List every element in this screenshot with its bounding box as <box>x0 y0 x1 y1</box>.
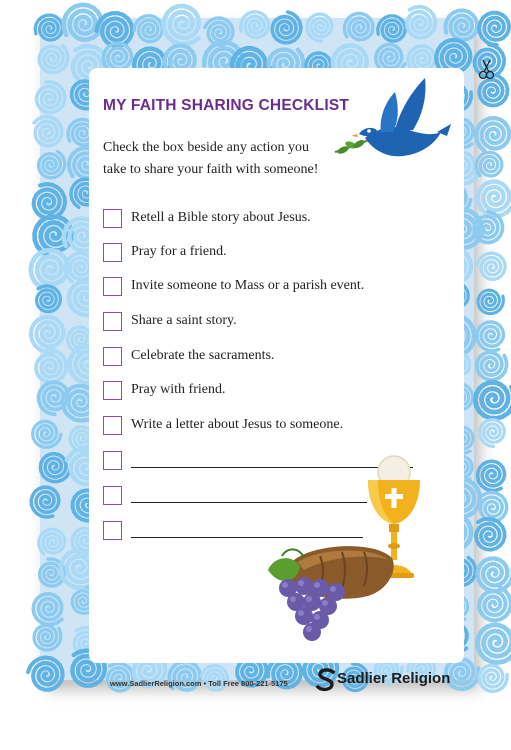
swirl-shape <box>34 117 62 146</box>
footer-brand: Sadlier Religion <box>337 670 451 687</box>
swirl-shape <box>33 421 61 447</box>
swirl-shape <box>28 658 63 690</box>
item-label: Invite someone to Mass or a parish event. <box>131 278 365 293</box>
swirl-shape <box>37 82 65 113</box>
swirl-shape <box>436 40 470 71</box>
dove-icon <box>329 74 454 166</box>
swirl-shape <box>272 12 301 43</box>
swirl-shape <box>378 16 406 41</box>
swirl-shape <box>345 14 374 40</box>
list-item <box>103 416 433 438</box>
list-item <box>103 347 433 369</box>
item-label: Share a saint story. <box>131 313 237 328</box>
footer-website[interactable]: www.SadlierReligion.com <box>110 679 202 688</box>
swirl-shape <box>480 492 506 521</box>
list-item <box>103 312 433 334</box>
swirl-shape <box>34 625 61 650</box>
footer-phone: Toll Free 800-221-5175 <box>208 679 288 688</box>
swirl-shape <box>241 12 269 38</box>
swirl-shape <box>479 588 511 621</box>
swirl-shape <box>39 529 65 554</box>
swirl-shape <box>477 253 505 279</box>
checkbox[interactable] <box>103 243 122 262</box>
intro-text: Check the box beside any action you take to share your faith with someone! <box>103 140 319 177</box>
checklist-card <box>89 68 464 663</box>
swirl-shape <box>39 46 67 73</box>
checkbox[interactable] <box>103 347 122 366</box>
footer-separator: • <box>203 679 207 688</box>
swirl-shape <box>446 659 479 689</box>
bread-grapes-icon <box>264 530 399 648</box>
list-item <box>103 243 433 265</box>
swirl-shape <box>97 13 133 46</box>
page-title: MY FAITH SHARING CHECKLIST <box>103 97 350 114</box>
swirl-shape <box>475 383 511 419</box>
swirl-shape <box>445 10 477 39</box>
footer-contact <box>110 679 288 688</box>
item-label: Pray with friend. <box>131 382 226 397</box>
swirl-shape <box>33 594 62 625</box>
checkbox[interactable] <box>103 416 122 435</box>
item-label: Retell a Bible story about Jesus. <box>131 210 311 225</box>
checkbox[interactable] <box>103 277 122 296</box>
swirl-shape <box>478 558 511 591</box>
write-in-line[interactable] <box>131 502 367 503</box>
swirl-shape <box>164 6 199 44</box>
swirl-shape <box>476 118 509 151</box>
swirl-shape <box>307 14 332 41</box>
checkbox[interactable] <box>103 312 122 331</box>
list-item <box>103 209 433 231</box>
swirl-shape <box>478 290 504 314</box>
swirl-shape <box>478 461 505 490</box>
scissors-icon <box>478 58 494 80</box>
swirl-shape <box>39 151 65 177</box>
swirl-shape <box>36 349 66 382</box>
swirl-shape <box>477 352 507 380</box>
swirl-shape <box>31 487 59 517</box>
checkbox[interactable] <box>103 521 122 540</box>
swirl-shape <box>134 16 162 42</box>
worksheet <box>40 18 474 688</box>
sadlier-s-logo-icon <box>317 669 335 691</box>
list-item <box>103 277 433 299</box>
swirl-shape <box>37 286 61 312</box>
swirl-shape <box>479 13 509 45</box>
checkbox[interactable] <box>103 451 122 470</box>
checkbox[interactable] <box>103 209 122 228</box>
swirl-shape <box>35 15 62 40</box>
checkbox[interactable] <box>103 381 122 400</box>
swirl-shape <box>480 420 505 447</box>
swirl-shape <box>31 317 63 352</box>
swirl-shape <box>477 322 504 351</box>
swirl-shape <box>34 184 65 218</box>
item-label: Write a letter about Jesus to someone. <box>131 417 344 432</box>
swirl-shape <box>407 7 436 38</box>
swirl-shape <box>477 625 511 663</box>
swirl-shape <box>64 5 102 40</box>
swirl-shape <box>479 666 507 692</box>
item-label: Celebrate the sacraments. <box>131 348 275 363</box>
list-item <box>103 381 433 403</box>
item-label: Pray for a friend. <box>131 244 227 259</box>
checkbox[interactable] <box>103 486 122 505</box>
swirl-shape <box>31 250 68 290</box>
swirl-shape <box>476 519 505 550</box>
swirl-shape <box>478 182 511 217</box>
